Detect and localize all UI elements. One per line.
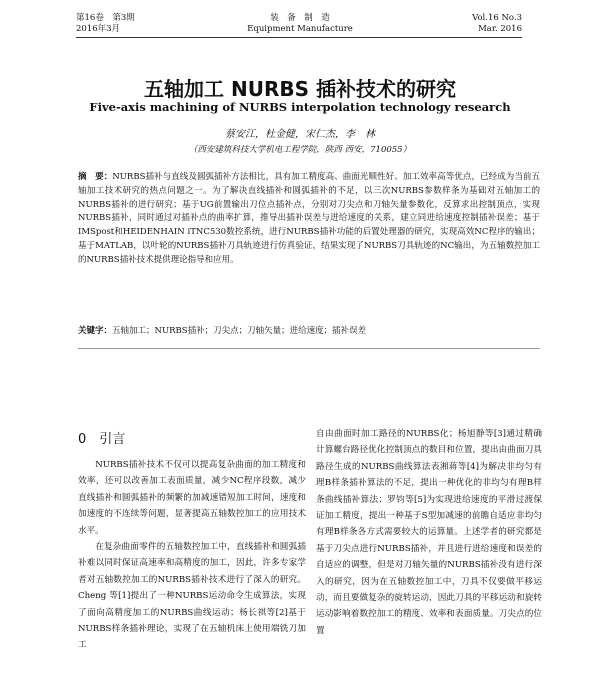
right-paragraph-1: 自由曲面时加工路径的NURBS化；杨旭静等[3]通过精确计算螺台路径优化控制顶点的数目和位置，提出由曲面刀具路径生成的NURBS曲线算法表湘蒋等[4]为解决非均匀有理B样条插补算法的不足，提出一种优化的非均匀有理B样条曲线插补算法；罗钧等[5]为实现进给速度的平滑过渡保证加工精度，提出一种基于S型加减速的前瞻自适应非均匀有理B样条各方式需要较大的运算量。上述学者的研究都是基于刀尖点进行NURBS插补，并且进行进给速度和误差的自适应的调整，但是对刀轴矢量的NURBS插补没有进行深入的研究，因为在五轴数控加工中，刀具不仅要做平移运动，而且要做复杂的旋转运动，因此刀具的平移运动和旋转运动影响着数控加工的精度、效率和表面质量。刀尖点的位置 <box>316 429 542 636</box>
keywords <box>78 325 540 338</box>
abstract-text: NURBS插补与直线及圆弧插补方法相比，具有加工精度高、曲面光顺性好、加工效率高等优点，已经成为当前五轴加工技术研究的热点问题之一。为了解决直线插补和圆弧插补的不足，以三次NURBS参数样条为基础对五轴加工的NURBS插补的进行研究；基于UG前置输出刀位点插补点，分别对刀尖点和刀轴矢量参数化，反算求出控制顶点，实现NURBS插补，同时通过对插补点的曲率扩算，推导出插补误差与进给速度的关系，建立同进给速度控制插补误差；基于IMSpost和HEIDENHAIN iTNC530数控系统，进行NURBS插补功能的后置处理器的研究，实现高效NC程序的输出；基于MATLAB，以叶轮的NURBS插补刀具轨迹进行仿真验证，结果实现了NURBS刀具轨迹的NC输出，为五轴数控加工的NURBS插补技术提供理论指导和应用。 <box>78 172 540 265</box>
section-heading: 0 引言 <box>78 432 126 447</box>
left-paragraph-2: 在复杂曲面零件的五轴数控加工中，直线插补和圆弧插补难以同时保证高速率和高精度的加工，因此，许多专家学者对五轴数控加工的NURBS插补技术进行了深入的研究。Cheng 等[1]提出了一种NURBS运动命令生成算法，实现了面向高精度加工的NURBS曲线运动；杨长祺等[2]基于NURBS样条插补理论，实现了在五轴机床上使用端铣刀加工 <box>78 542 306 651</box>
header-rule <box>76 37 522 38</box>
authors: 蔡安江，杜金健，宋仁杰，李 林 <box>225 129 375 140</box>
keywords-text: 五轴加工；NURBS插补；刀尖点；刀轴矢量；进给速度；插补误差 <box>112 326 367 336</box>
left-column <box>78 457 306 654</box>
paper-title: 五轴加工 NURBS 插补技术的研究 <box>144 77 456 101</box>
abstract-label: 摘 要： <box>78 172 113 182</box>
header-volume-cn: 第16卷 第3期 <box>76 13 135 23</box>
affiliation: （西安建筑科技大学机电工程学院，陕西 西安，710055） <box>188 145 412 155</box>
paper-title-en: Five-axis machining of NURBS interpolation technology research <box>89 100 511 114</box>
header-volume-en-block <box>472 13 522 35</box>
keywords-label: 关键字： <box>78 326 113 336</box>
left-paragraph-1: NURBS插补技术不仅可以提高复杂曲面的加工精度和效率，还可以改善加工表面质量，减少NC程序段数，减少直线插补和圆弧插补的频繁的加减速错短加工时间，速度和加速度的不连续等问题，显著提高五轴数控加工的应用技术水平。 <box>78 460 306 536</box>
abstract <box>78 171 540 268</box>
abstract-separator <box>78 348 540 349</box>
header-date-cn: 2016年3月 <box>76 24 121 34</box>
header-volume-en: Vol.16 No.3 <box>472 13 522 23</box>
header-journal-cn: 装 备 制 造 <box>270 13 330 23</box>
header-date-en: Mar. 2016 <box>478 24 522 34</box>
right-column <box>316 426 542 639</box>
header-journal-en: Equipment Manufacture <box>247 24 353 34</box>
